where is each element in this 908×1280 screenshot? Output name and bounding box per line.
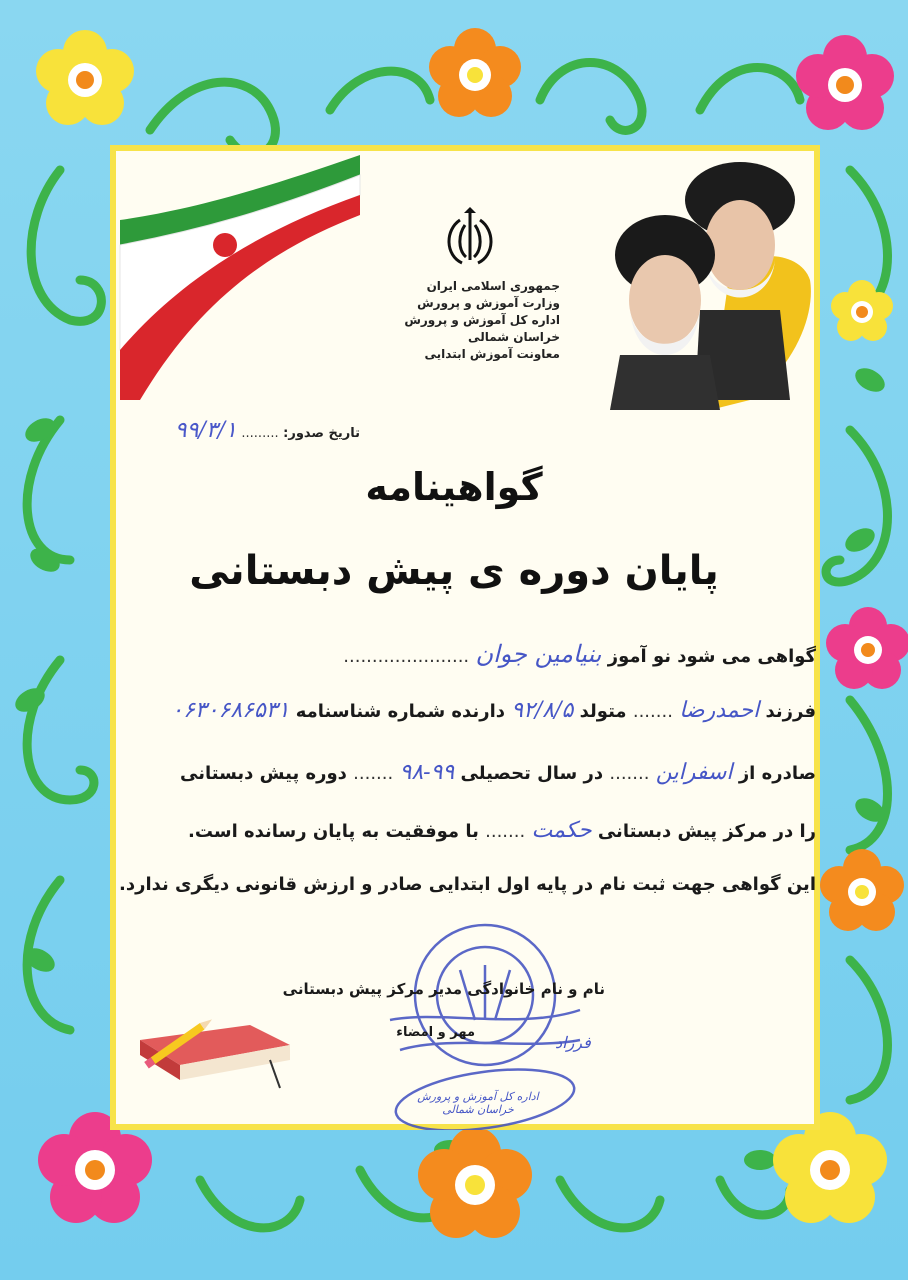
ministry-header <box>360 278 560 363</box>
body-line-1: گواهی می شود نو آموز بنیامین جوان ...................... <box>343 640 816 668</box>
issue-place: اسفراین <box>655 760 733 785</box>
father-name: احمدرضا <box>679 698 760 723</box>
center-name: حکمت <box>531 818 592 843</box>
body-line-5: این گواهی جهت ثبت نام در پایه اول ابتدایی صادر و ارزش قانونی دیگری ندارد. <box>119 874 816 895</box>
issue-date-value: ۹۹/۳/۱ <box>174 418 237 443</box>
stamp-text: اداره کل آموزش و پرورش خراسان شمالی <box>417 1090 539 1116</box>
header-line-4: معاونت آموزش ابتدایی <box>424 347 560 361</box>
id-number: ۰۶۳۰۶۸۶۵۳۱ <box>171 698 290 723</box>
certificate-title: گواهینامه <box>365 465 543 509</box>
iran-flag-ribbon <box>110 150 370 400</box>
academic-year: ۹۹-۹۸ <box>399 760 455 785</box>
header-line-1: جمهوری اسلامی ایران <box>426 279 560 293</box>
issue-date-label: تاریخ صدور: <box>283 426 360 441</box>
manager-label: نام و نام خانوادگی مدیر مرکز پیش دبستانی <box>282 980 605 998</box>
seal-label: مهر و امضاء <box>396 1025 475 1040</box>
book-pencil-icon <box>130 1010 300 1090</box>
certificate-subtitle: پایان دوره ی پیش دبستانی <box>189 548 719 594</box>
body-line-3: صادره از اسفراین ....... در سال تحصیلی ۹۹-۹۸ ....... دوره پیش دبستانی <box>180 760 816 785</box>
body-line-2: فرزند احمدرضا ....... متولد ۹۲/۸/۵ دارنده شماره شناسنامه ۰۶۳۰۶۸۶۵۳۱ <box>171 698 816 723</box>
emblem-small-icon <box>213 233 237 257</box>
birth-date: ۹۲/۸/۵ <box>511 698 574 723</box>
header-line-3: اداره کل آموزش و پرورش خراسان شمالی <box>404 313 560 344</box>
issue-date: تاریخ صدور: ......... ۹۹/۳/۱ <box>174 418 360 443</box>
body-line-4: را در مرکز پیش دبستانی حکمت ....... با موفقیت به پایان رسانده است. <box>187 818 816 843</box>
header-line-2: وزارت آموزش و پرورش <box>417 296 560 310</box>
portrait-images <box>600 160 815 410</box>
signature-name: فرزاد <box>555 1033 591 1052</box>
student-name: بنیامین جوان <box>475 640 602 668</box>
iran-emblem-icon <box>440 205 500 270</box>
